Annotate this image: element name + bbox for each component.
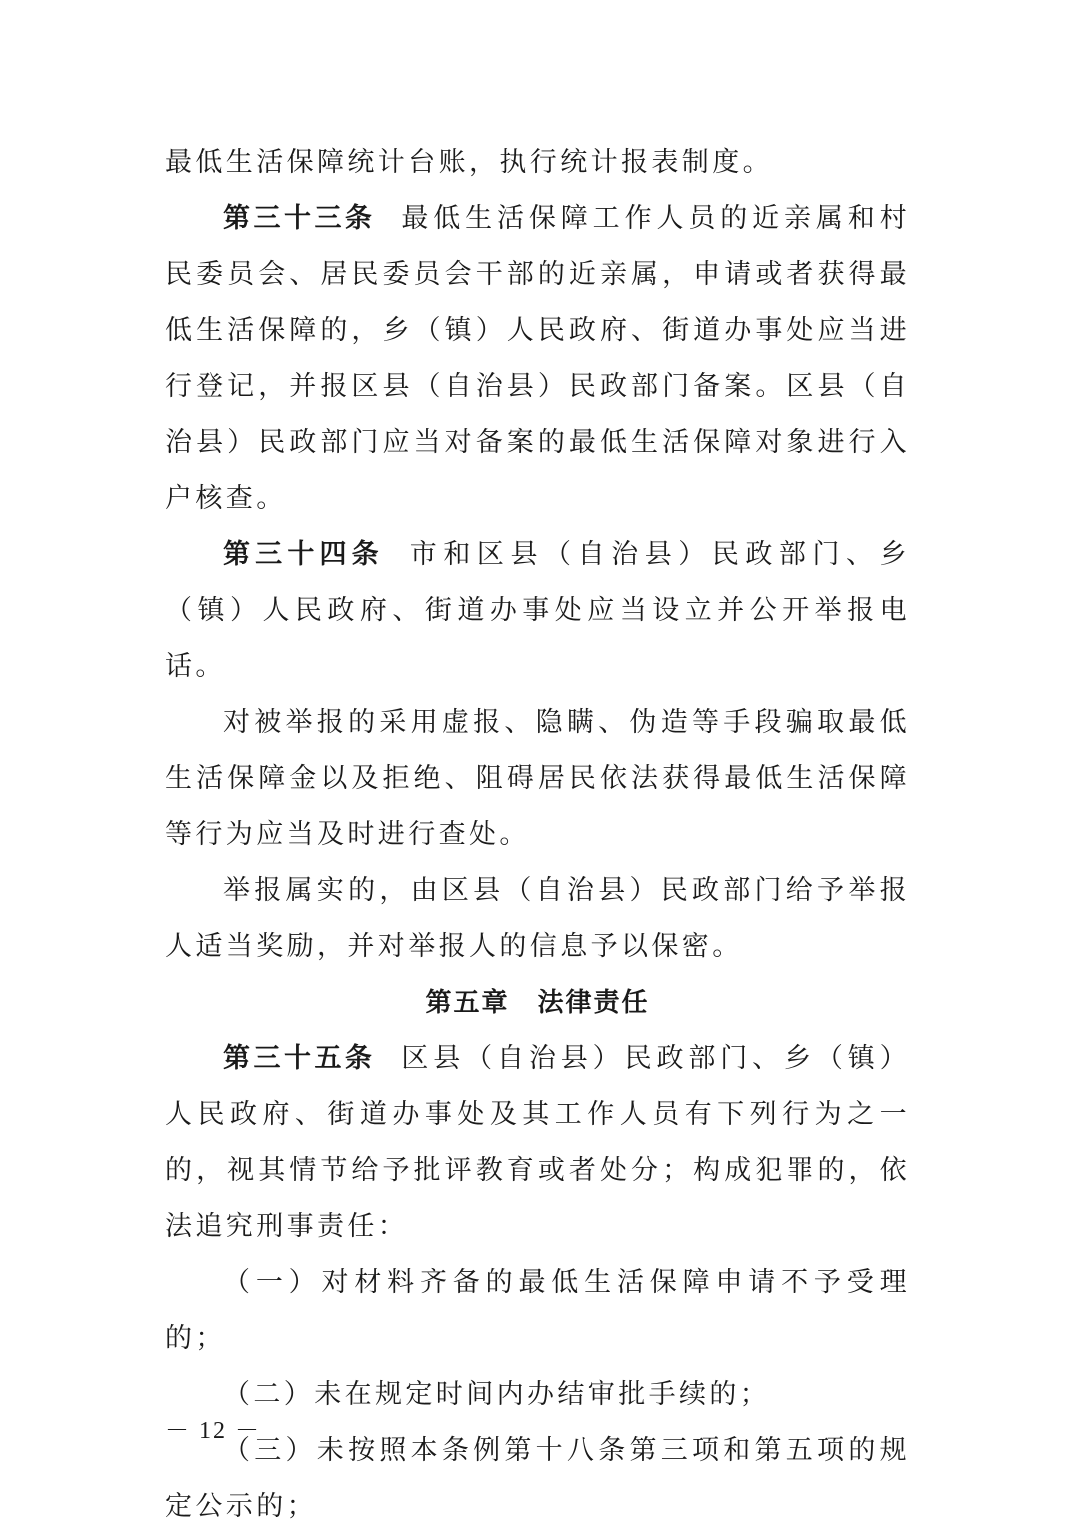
article-35-item-3: （三）未按照本条例第十八条第三项和第五项的规定公示的；: [165, 1435, 910, 1520]
article-34-heading: 第三十四条: [223, 539, 384, 570]
article-34-paragraph-2: 对被举报的采用虚报、隐瞒、伪造等手段骗取最低生活保障金以及拒绝、阻碍居民依法获得最低生活保障等行为应当及时进行查处。: [165, 707, 910, 850]
article-33-heading: 第三十三条: [223, 203, 376, 234]
body-text: [165, 135, 910, 1520]
article-35-body: 区县（自治县）民政部门、乡（镇）人民政府、街道办事处及其工作人员有下列行为之一的，视其情节给予批评教育或者处分；构成犯罪的，依法追究刑事责任：: [165, 1043, 911, 1242]
article-34-paragraph-3: 举报属实的，由区县（自治县）民政部门给予举报人适当奖励，并对举报人的信息予以保密。: [165, 875, 910, 962]
article-35-item-1: （一）对材料齐备的最低生活保障申请不予受理的；: [165, 1267, 910, 1354]
article-35: [165, 1031, 910, 1255]
paragraph-continuation: 最低生活保障统计台账，执行统计报表制度。: [165, 147, 773, 178]
article-33: [165, 191, 910, 527]
chapter-number: 第五章: [425, 988, 510, 1018]
article-35-item-2: （二）未在规定时间内办结审批手续的；: [223, 1379, 771, 1410]
article-35-heading: 第三十五条: [223, 1043, 376, 1074]
article-34-body: 市和区县（自治县）民政部门、乡（镇）人民政府、街道办事处应当设立并公开举报电话。: [165, 539, 911, 682]
article-33-body: 最低生活保障工作人员的近亲属和村民委员会、居民委员会干部的近亲属，申请或者获得最低生活保障的，乡（镇）人民政府、街道办事处应当进行登记，并报区县（自治县）民政部门备案。区县（自治县）民政部门应当对备案的最低生活保障对象进行入户核查。: [165, 203, 911, 514]
chapter-title: 法律责任: [537, 988, 650, 1018]
page-number: － 12 －: [165, 1418, 261, 1444]
chapter-heading: [165, 975, 910, 1031]
article-34: [165, 527, 910, 695]
